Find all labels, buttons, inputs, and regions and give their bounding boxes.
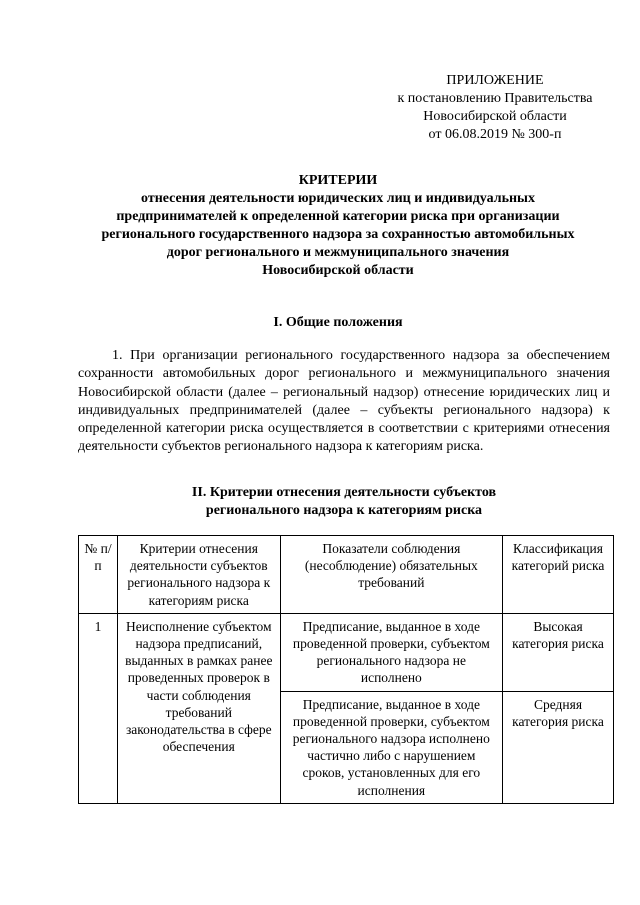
header-num: № п/п: [79, 536, 118, 614]
section-2-heading-line-2: регионального надзора к категориям риска: [205, 503, 483, 518]
title-line-5: Новосибирской области: [262, 263, 414, 278]
criteria-table: [78, 535, 614, 804]
appendix-header: [375, 72, 615, 144]
row-1-indicator-1: Предписание, выданное в ходе проведенной проверки, субъектом регионального надзора не исполнено: [280, 613, 502, 691]
title-line-3: регионального государственного надзора за сохранностью автомобильных: [101, 227, 575, 242]
section-1-heading: I. Общие положения: [273, 315, 403, 330]
appendix-title: ПРИЛОЖЕНИЕ: [446, 73, 544, 88]
title-line-2: предпринимателей к определенной категории риска при организации: [116, 209, 560, 224]
appendix-line-1: к постановлению Правительства: [397, 91, 593, 106]
row-1-category-1: Высокая категория риска: [503, 613, 614, 691]
appendix-line-3: от 06.08.2019 № 300-п: [428, 127, 562, 142]
title-line-1: отнесения деятельности юридических лиц и индивидуальных: [141, 191, 535, 206]
section-2-heading-line-1: II. Критерии отнесения деятельности субъектов: [191, 485, 497, 500]
appendix-line-2: Новосибирской области: [423, 109, 567, 124]
section-1-paragraph: 1. При организации регионального государственного надзора за обеспечением сохранности автомобильных дорог регионального и межмуниципального значения Новосибирской области (далее – региональный надзор) отнесение юридических лиц и индивидуальных предпринимателей (далее – субъекты регионального надзора) к определенной категории риска осуществляется в соответствии с критериями отнесения деятельности субъектов регионального надзора к категориям риска.: [78, 348, 610, 455]
row-1-indicator-2: Предписание, выданное в ходе проведенной проверки, субъектом регионального надзора исполнено частично либо с нарушением сроков, установленных для его исполнения: [280, 691, 502, 803]
row-1-criteria: Неисполнение субъектом надзора предписаний, выданных в рамках ранее проведенных проверок в части соблюдения требований законодательства в сфере обеспечения: [117, 613, 280, 803]
document-title: [78, 172, 598, 280]
title-line-4: дорог регионального и межмуниципального значения: [166, 245, 510, 260]
header-indicators: Показатели соблюдения (несоблюдение) обязательных требований: [280, 536, 502, 614]
row-1-category-2: Средняя категория риска: [503, 691, 614, 803]
title-heading: КРИТЕРИИ: [298, 173, 378, 188]
table-header-row: [79, 536, 614, 614]
row-1-num: 1: [79, 613, 118, 803]
section-2-heading: [78, 484, 610, 520]
table-row: [79, 613, 614, 691]
header-criteria: Критерии отнесения деятельности субъектов регионального надзора к категориям риска: [117, 536, 280, 614]
header-classification: Классификация категорий риска: [503, 536, 614, 614]
